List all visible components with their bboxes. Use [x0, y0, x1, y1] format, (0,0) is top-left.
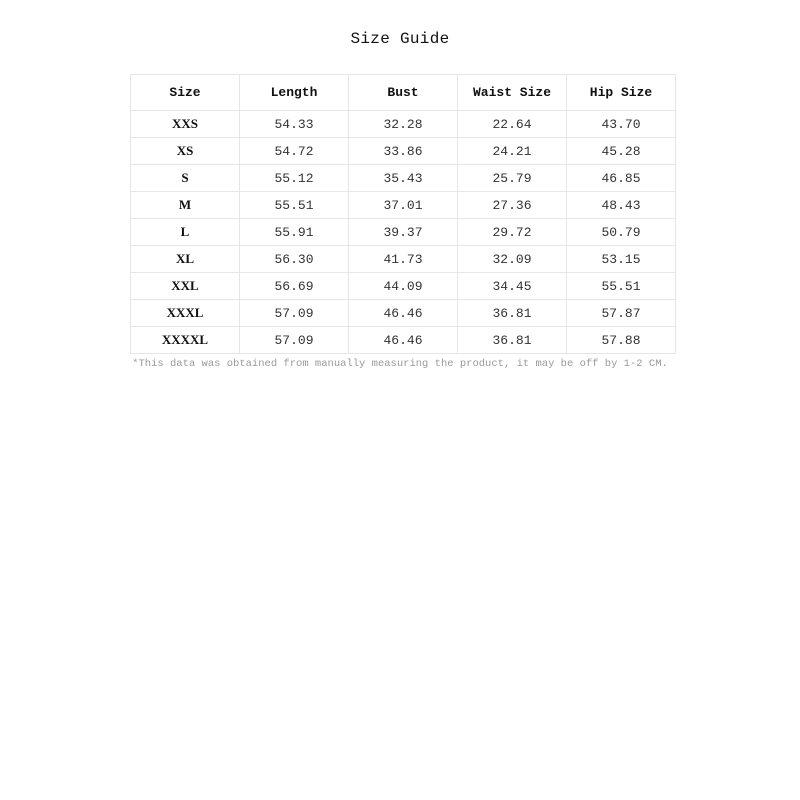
header-length: Length [240, 75, 349, 111]
bust-cell: 39.37 [349, 219, 458, 246]
page-title: Size Guide [350, 30, 450, 48]
header-size: Size [131, 75, 240, 111]
hip-cell: 55.51 [567, 273, 676, 300]
size-cell: S [131, 165, 240, 192]
size-cell: L [131, 219, 240, 246]
hip-cell: 48.43 [567, 192, 676, 219]
waist-cell: 29.72 [458, 219, 567, 246]
waist-cell: 27.36 [458, 192, 567, 219]
bust-cell: 33.86 [349, 138, 458, 165]
size-cell: XL [131, 246, 240, 273]
length-cell: 55.91 [240, 219, 349, 246]
hip-cell: 45.28 [567, 138, 676, 165]
table-row [131, 300, 676, 327]
length-cell: 54.33 [240, 111, 349, 138]
size-cell: XXXXL [131, 327, 240, 354]
size-cell: XXS [131, 111, 240, 138]
header-hip-size: Hip Size [567, 75, 676, 111]
hip-cell: 53.15 [567, 246, 676, 273]
length-cell: 56.69 [240, 273, 349, 300]
length-cell: 57.09 [240, 327, 349, 354]
size-cell: M [131, 192, 240, 219]
header-bust: Bust [349, 75, 458, 111]
table-row [131, 165, 676, 192]
length-cell: 54.72 [240, 138, 349, 165]
bust-cell: 44.09 [349, 273, 458, 300]
table-row [131, 111, 676, 138]
length-cell: 56.30 [240, 246, 349, 273]
waist-cell: 32.09 [458, 246, 567, 273]
hip-cell: 57.87 [567, 300, 676, 327]
length-cell: 55.12 [240, 165, 349, 192]
waist-cell: 36.81 [458, 327, 567, 354]
waist-cell: 25.79 [458, 165, 567, 192]
bust-cell: 37.01 [349, 192, 458, 219]
bust-cell: 46.46 [349, 327, 458, 354]
waist-cell: 24.21 [458, 138, 567, 165]
hip-cell: 43.70 [567, 111, 676, 138]
table-row [131, 219, 676, 246]
table-row [131, 246, 676, 273]
table-header-row [131, 75, 676, 111]
waist-cell: 22.64 [458, 111, 567, 138]
hip-cell: 46.85 [567, 165, 676, 192]
table-row [131, 273, 676, 300]
table-row [131, 192, 676, 219]
measurement-note: *This data was obtained from manually measuring the product, it may be off by 1-2 CM. [132, 358, 668, 370]
size-cell: XS [131, 138, 240, 165]
bust-cell: 46.46 [349, 300, 458, 327]
length-cell: 57.09 [240, 300, 349, 327]
size-table [130, 74, 676, 354]
hip-cell: 50.79 [567, 219, 676, 246]
waist-cell: 36.81 [458, 300, 567, 327]
bust-cell: 35.43 [349, 165, 458, 192]
size-cell: XXXL [131, 300, 240, 327]
length-cell: 55.51 [240, 192, 349, 219]
hip-cell: 57.88 [567, 327, 676, 354]
bust-cell: 32.28 [349, 111, 458, 138]
size-cell: XXL [131, 273, 240, 300]
waist-cell: 34.45 [458, 273, 567, 300]
bust-cell: 41.73 [349, 246, 458, 273]
header-waist-size: Waist Size [458, 75, 567, 111]
table-row [131, 327, 676, 354]
table-row [131, 138, 676, 165]
